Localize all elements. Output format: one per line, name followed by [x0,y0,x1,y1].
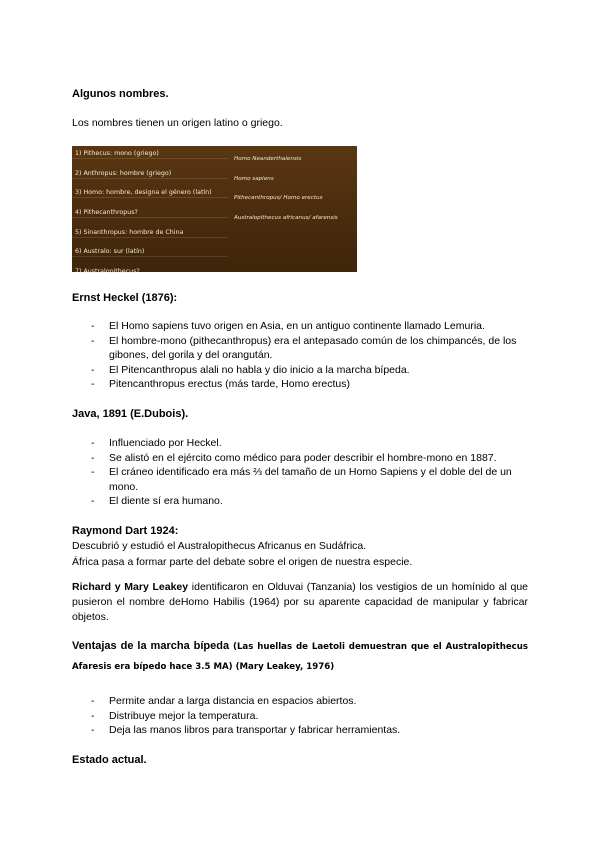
heckel-list [72,319,528,392]
list-item: - Pitencanthropus erectus (más tarde, Homo erectus) [72,377,528,392]
list-item: - El cráneo identificado era más ⅔ del tamaño de un Homo Sapiens y el doble del de un mono. [72,465,528,494]
ventajas-list [72,694,528,738]
ventajas-title: Ventajas de la marcha bípeda [72,640,230,652]
dart-line-1: Descubrió y estudió el Australopithecus Africanus en Sudáfrica. [72,540,367,552]
list-item: - Influenciado por Heckel. [72,436,528,451]
banner-left-item: 7) Australopithecus? [72,268,228,277]
leakey-names: Richard y Mary Leakey [72,581,189,593]
list-item: - El Pitencanthropus alali no habla y dio inicio a la marcha bípeda. [72,363,528,378]
names-etymology-image [72,146,357,276]
ventajas-note: (Las huellas de Laetoli demuestran que el Australopithecus Afaresis era bípedo hace 3.5 MA) (Mary Leakey, 1976) [72,642,528,672]
banner-left-item: 1) Pithecus: mono (griego) [72,150,228,159]
heading-names: Algunos nombres. [72,88,169,100]
estado-heading: Estado actual. [72,754,147,766]
list-item: - Se alistó en el ejército como médico para poder describir el hombre-mono en 1887. [72,451,528,466]
banner-left-item: 3) Homo: hombre, designa el género (latín) [72,189,228,198]
banner-right-item: Homo Neanderthalensis [234,156,302,162]
list-item: - El diente sí era humano. [72,494,528,509]
banner-left-item: 4) Pithecanthropus? [72,209,228,218]
list-item: - El Homo sapiens tuvo origen en Asia, en un antiguo continente llamado Lemuria. [72,319,528,334]
banner-right-item: Homo sapiens [234,175,274,182]
dart-title: Raymond Dart 1924: [72,525,179,537]
banner-left-item: 2) Anthropus: hombre (griego) [72,170,228,179]
banner-right-item: Pithecanthropus/ Homo erectus [234,195,323,201]
list-item: - Distribuye mejor la temperatura. [72,709,528,724]
intro-text: Los nombres tienen un origen latino o griego. [72,117,283,129]
banner-right-item: Australopithecus africanus/ afarensis [234,214,338,221]
banner-left-item: 5) Sinanthropus: hombre de China [72,229,228,238]
java-title: Java, 1891 (E.Dubois). [72,408,189,420]
java-list [72,436,528,509]
banner-left-item: 6) Australo: sur (latín) [72,248,228,257]
banner-left-column [72,150,228,288]
heckel-title: Ernst Heckel (1876): [72,292,178,304]
list-item: - Permite andar a larga distancia en espacios abiertos. [72,694,528,709]
leakey-text: identificaron en Olduvai (Tanzania) los vestigios de un homínido al que pusieron el nombre deHomo Habilis (1964) por su aparente capacidad de manipular y fabricar objetos. [72,581,528,623]
list-item: - El hombre-mono (pithecanthropus) era el antepasado común de los chimpancés, de los gibones, del gorila y del orangután. [72,334,528,363]
banner-right-column [234,156,356,234]
leakey-paragraph [72,580,528,625]
dart-line-2: África pasa a formar parte del debate sobre el origen de nuestra especie. [72,556,413,568]
list-item: - Deja las manos libros para transportar y fabricar herramientas. [72,723,528,738]
ventajas-heading [72,636,528,676]
